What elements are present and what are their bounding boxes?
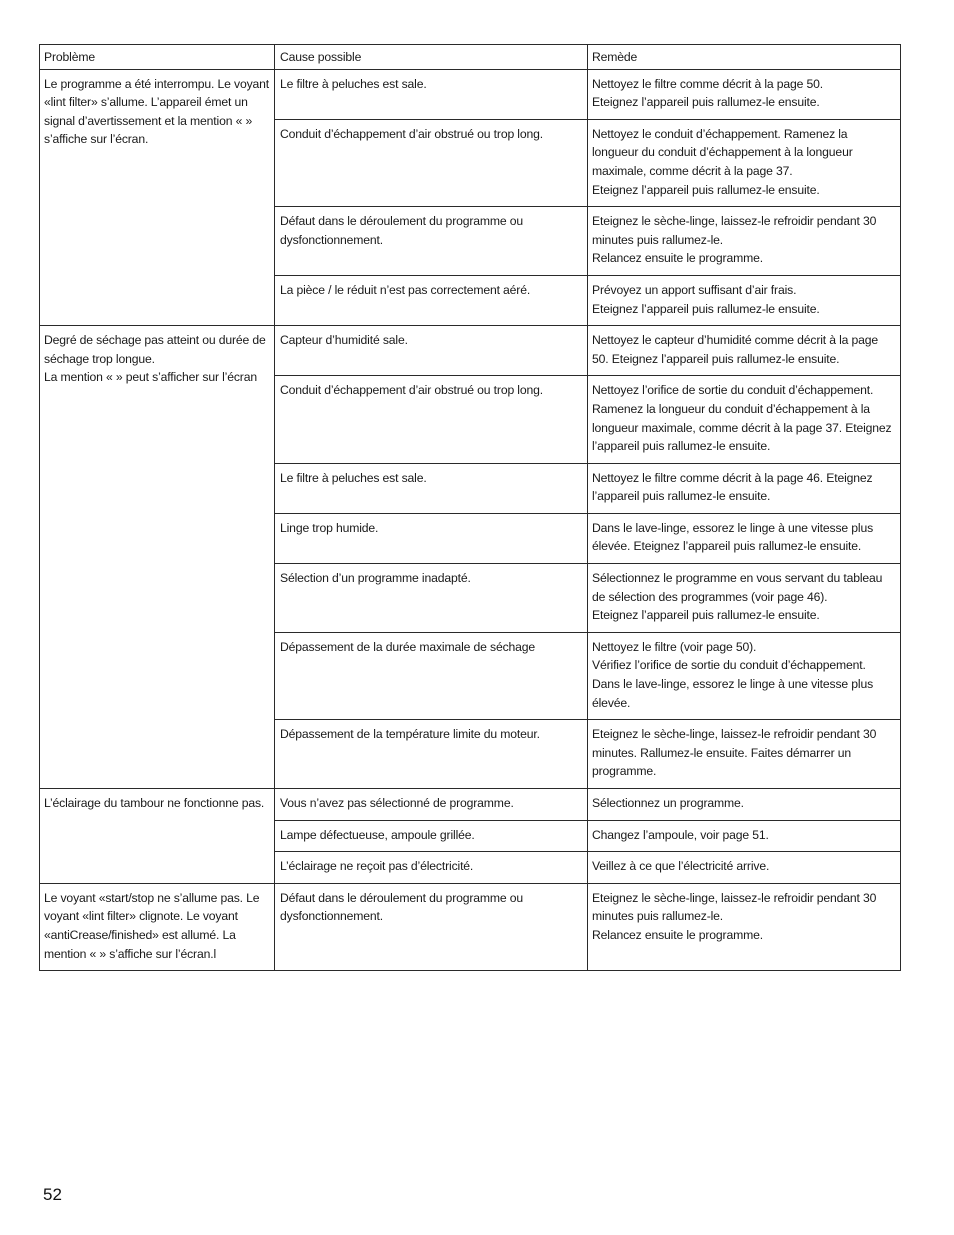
remedy-cell xyxy=(588,564,901,633)
header-problem: Problème xyxy=(40,45,275,70)
remedy-line: Relancez ensuite le programme. xyxy=(592,927,763,942)
remedy-line: Eteignez l’appareil puis rallumez-le ensuite. xyxy=(592,95,820,110)
remedy-line: Changez l’ampoule, voir page 51. xyxy=(592,827,769,842)
problem-cell: Degré de séchage pas atteint ou durée de séchage trop longue. La mention « » peut s’afficher sur l’écran xyxy=(40,326,275,789)
cause-cell: L’éclairage ne reçoit pas d’électricité. xyxy=(275,852,588,884)
remedy-line: Nettoyez le filtre comme décrit à la page 46. Eteignez l’appareil puis rallumez-le ensuite. xyxy=(592,470,873,504)
remedy-line: Eteignez le sèche-linge, laissez-le refroidir pendant 30 minutes. Rallumez-le ensuite. Faites démarrer un programme. xyxy=(592,727,877,779)
remedy-line: Vérifiez l’orifice de sortie du conduit d’échappement. xyxy=(592,658,866,673)
troubleshooting-table xyxy=(39,44,901,971)
remedy-line: Eteignez l’appareil puis rallumez-le ensuite. xyxy=(592,182,820,197)
problem-cell: Le programme a été interrompu. Le voyant «lint filter» s’allume. L’appareil émet un signal d’avertissement et la mention « » s’affiche sur l’écran. xyxy=(40,69,275,326)
remedy-line: Sélectionnez un programme. xyxy=(592,796,744,810)
remedy-cell xyxy=(588,119,901,206)
remedy-line: Eteignez le sèche-linge, laissez-le refroidir pendant 30 minutes puis rallumez-le. xyxy=(592,890,877,924)
remedy-cell xyxy=(588,820,901,852)
cause-cell: Dépassement de la durée maximale de séchage xyxy=(275,632,588,719)
remedy-line: Nettoyez le filtre (voir page 50). xyxy=(592,639,757,654)
problem-cell: L’éclairage du tambour ne fonctionne pas. xyxy=(40,789,275,884)
remedy-line: Dans le lave-linge, essorez le linge à une vitesse plus élevée. Eteignez l’appareil puis rallumez-le ensuite. xyxy=(592,520,874,554)
remedy-line: Nettoyez l’orifice de sortie du conduit d’échappement. Ramenez la longueur du conduit d’échappement à la longueur maximale, comme décrit à la page 37. Eteignez l’appareil puis rallumez-le ensuite. xyxy=(592,383,892,454)
remedy-cell xyxy=(588,883,901,970)
cause-cell: Vous n’avez pas sélectionné de programme. xyxy=(275,789,588,821)
cause-cell: Conduit d’échappement d’air obstrué ou trop long. xyxy=(275,119,588,206)
remedy-cell xyxy=(588,852,901,884)
remedy-line: Nettoyez le capteur d’humidité comme décrit à la page 50. Eteignez l’appareil puis rallumez-le ensuite. xyxy=(592,333,879,366)
remedy-cell xyxy=(588,463,901,513)
cause-cell: Défaut dans le déroulement du programme ou dysfonctionnement. xyxy=(275,883,588,970)
remedy-line: Eteignez l’appareil puis rallumez-le ensuite. xyxy=(592,301,820,316)
cause-cell: Linge trop humide. xyxy=(275,513,588,563)
remedy-cell xyxy=(588,632,901,719)
table-row xyxy=(40,69,901,119)
header-cause: Cause possible xyxy=(275,45,588,70)
header-remedy: Remède xyxy=(588,45,901,70)
table-row xyxy=(40,789,901,821)
remedy-cell xyxy=(588,376,901,463)
cause-cell: Conduit d’échappement d’air obstrué ou trop long. xyxy=(275,376,588,463)
cause-cell: Sélection d’un programme inadapté. xyxy=(275,564,588,633)
remedy-line: Nettoyez le conduit d’échappement. Ramenez la longueur du conduit d’échappement à la longueur maximale, comme décrit à la page 37. xyxy=(592,126,853,178)
remedy-cell xyxy=(588,326,901,376)
cause-cell: Capteur d’humidité sale. xyxy=(275,326,588,376)
remedy-line: Dans le lave-linge, essorez le linge à une vitesse plus élevée. xyxy=(592,677,874,710)
remedy-cell xyxy=(588,720,901,789)
remedy-cell xyxy=(588,275,901,325)
remedy-line: Nettoyez le filtre comme décrit à la page 50. xyxy=(592,76,824,91)
remedy-line: Eteignez l’appareil puis rallumez-le ensuite. xyxy=(592,608,820,623)
table-row xyxy=(40,883,901,970)
cause-cell: Le filtre à peluches est sale. xyxy=(275,69,588,119)
cause-cell: La pièce / le réduit n’est pas correctement aéré. xyxy=(275,275,588,325)
cause-cell: Défaut dans le déroulement du programme ou dysfonctionnement. xyxy=(275,207,588,276)
problem-cell: Le voyant «start/stop ne s’allume pas. Le voyant «lint filter» clignote. Le voyant «antiCrease/finished» est allumé. La mention « » s’affiche sur l’écran.l xyxy=(40,883,275,970)
cause-cell: Dépassement de la température limite du moteur. xyxy=(275,720,588,789)
cause-cell: Le filtre à peluches est sale. xyxy=(275,463,588,513)
remedy-cell xyxy=(588,789,901,821)
remedy-line: Sélectionnez le programme en vous servant du tableau de sélection des programmes (voir page 46). xyxy=(592,571,883,604)
remedy-cell xyxy=(588,69,901,119)
table-row xyxy=(40,326,901,376)
remedy-line: Prévoyez un apport suffisant d’air frais. xyxy=(592,282,797,297)
remedy-cell xyxy=(588,513,901,563)
table-body xyxy=(40,69,901,971)
table-header-row xyxy=(40,45,901,70)
cause-cell: Lampe défectueuse, ampoule grillée. xyxy=(275,820,588,852)
remedy-line: Relancez ensuite le programme. xyxy=(592,251,763,266)
remedy-cell xyxy=(588,207,901,276)
page-number: 52 xyxy=(43,1185,62,1204)
remedy-line: Eteignez le sèche-linge, laissez-le refroidir pendant 30 minutes puis rallumez-le. xyxy=(592,214,877,247)
remedy-line: Veillez à ce que l’électricité arrive. xyxy=(592,859,770,874)
